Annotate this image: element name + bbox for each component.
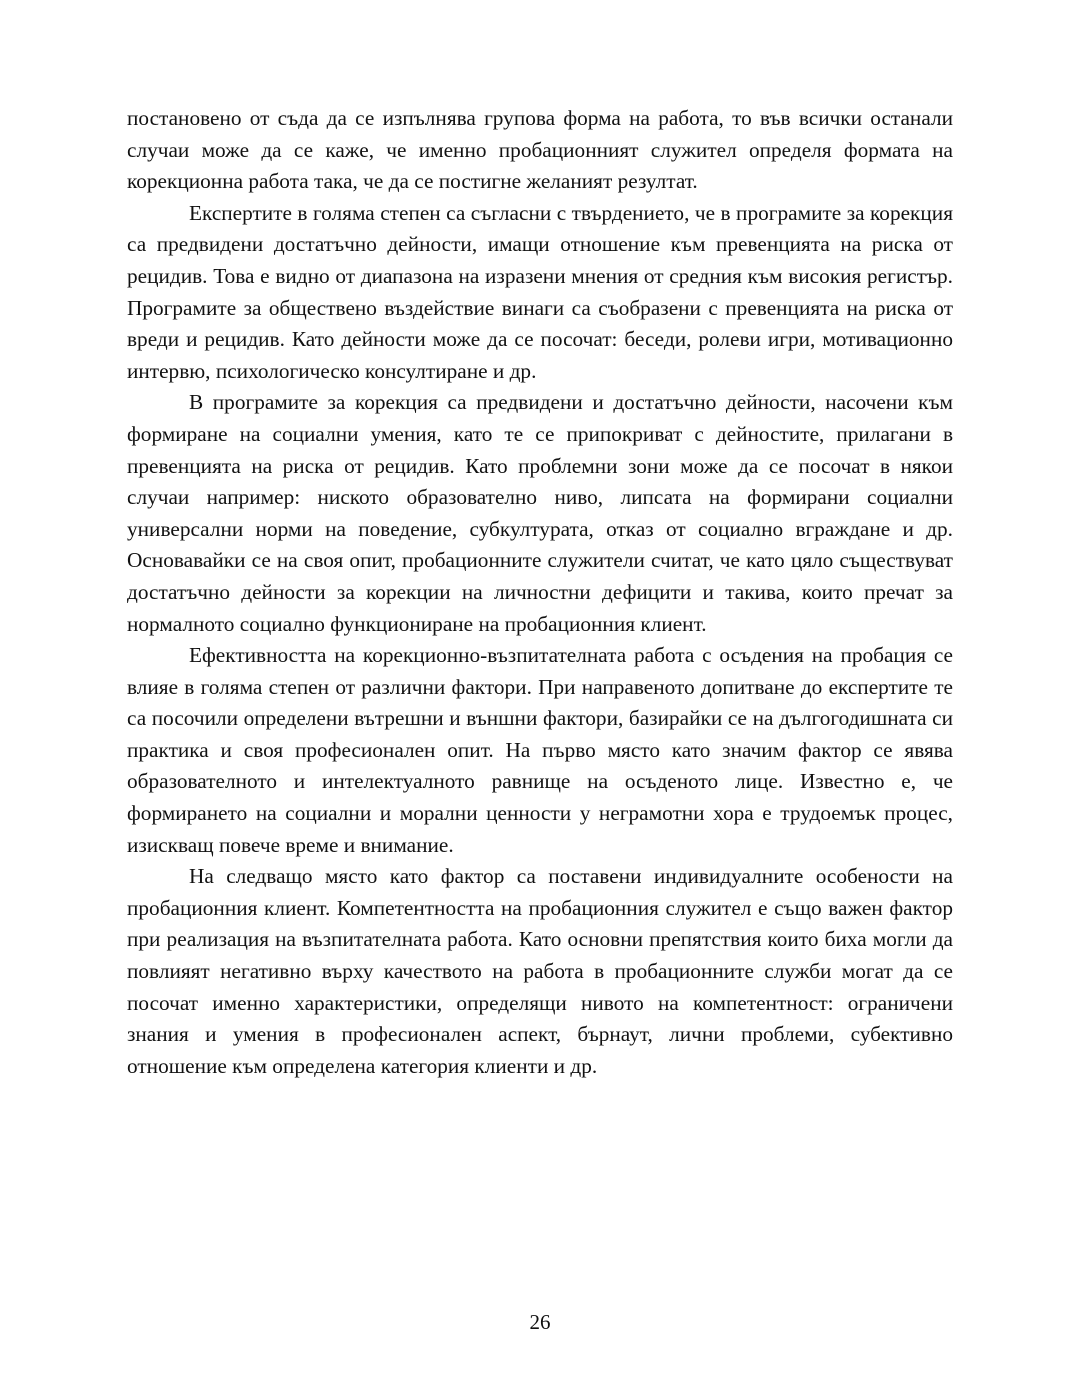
body-text <box>127 103 953 1082</box>
paragraph-social-skills: В програмите за корекция са предвидени и достатъчно дейности, насочени към формиране на социални умения, като те се припокриват с дейностите, прилагани в превенцията на риска от рецидив. Като проблемни зони може да се посочат в някои случаи например: ниското образователно ниво, липсата на формирани социални универсални норми на поведение, субкултурата, отказ от социално вграждане и др. Основавайки се на своя опит, пробационните служители считат, че като цяло съществуват достатъчно дейности за корекции на личностни дефицити и такива, които пречат за нормалното социално функциониране на пробационния клиент. <box>127 390 953 636</box>
paragraph-effectiveness-factors: Ефективността на корекционно-възпитателната работа с осъдения на пробация се влияе в голяма степен от различни фактори. При направеното допитване до експертите те са посочили определени вътрешни и външни фактори, базирайки се на дългогодишната си практика и своя професионален опит. На първо място като значим фактор се явява образователното и интелектуалното равнище на осъденото лице. Известно е, че формирането на социални и морални ценности у неграмотни хора е трудоемък процес, изискващ повече време и внимание. <box>127 643 953 857</box>
paragraph-individual-features: На следващо място като фактор са поставени индивидуалните особености на пробационния клиент. Компетентността на пробационния служител е също важен фактор при реализация на възпитателната работа. Като основни препятствия които биха могли да повлияят негативно върху качеството на работа в пробационните служби могат да се посочат именно характеристики, определящи нивото на компетентност: ограничени знания и умения в професионален аспект, бърнаут, лични проблеми, субективно отношение към определена категория клиенти и др. <box>127 864 953 1078</box>
page-number: 26 <box>529 1310 551 1334</box>
paragraph-experts-agreement: Експертите в голяма степен са съгласни с твърдението, че в програмите за корекция са предвидени достатъчно дейности, имащи отношение към превенцията на риска от рецидив. Това е видно от диапазона на изразени мнения от средния към високия регистър. Програмите за обществено въздействие винаги са съобразени с превенцията на риска от вреди и рецидив. Като дейности може да се посочат: беседи, ролеви игри, мотивационно интервю, психологическо консултиране и др. <box>127 200 953 383</box>
paragraph-continuation: постановено от съда да се изпълнява групова форма на работа, то във всички останали случаи може да се каже, че именно пробационният служител определя формата на корекционна работа така, че да се постигне желаният резултат. <box>127 106 953 194</box>
